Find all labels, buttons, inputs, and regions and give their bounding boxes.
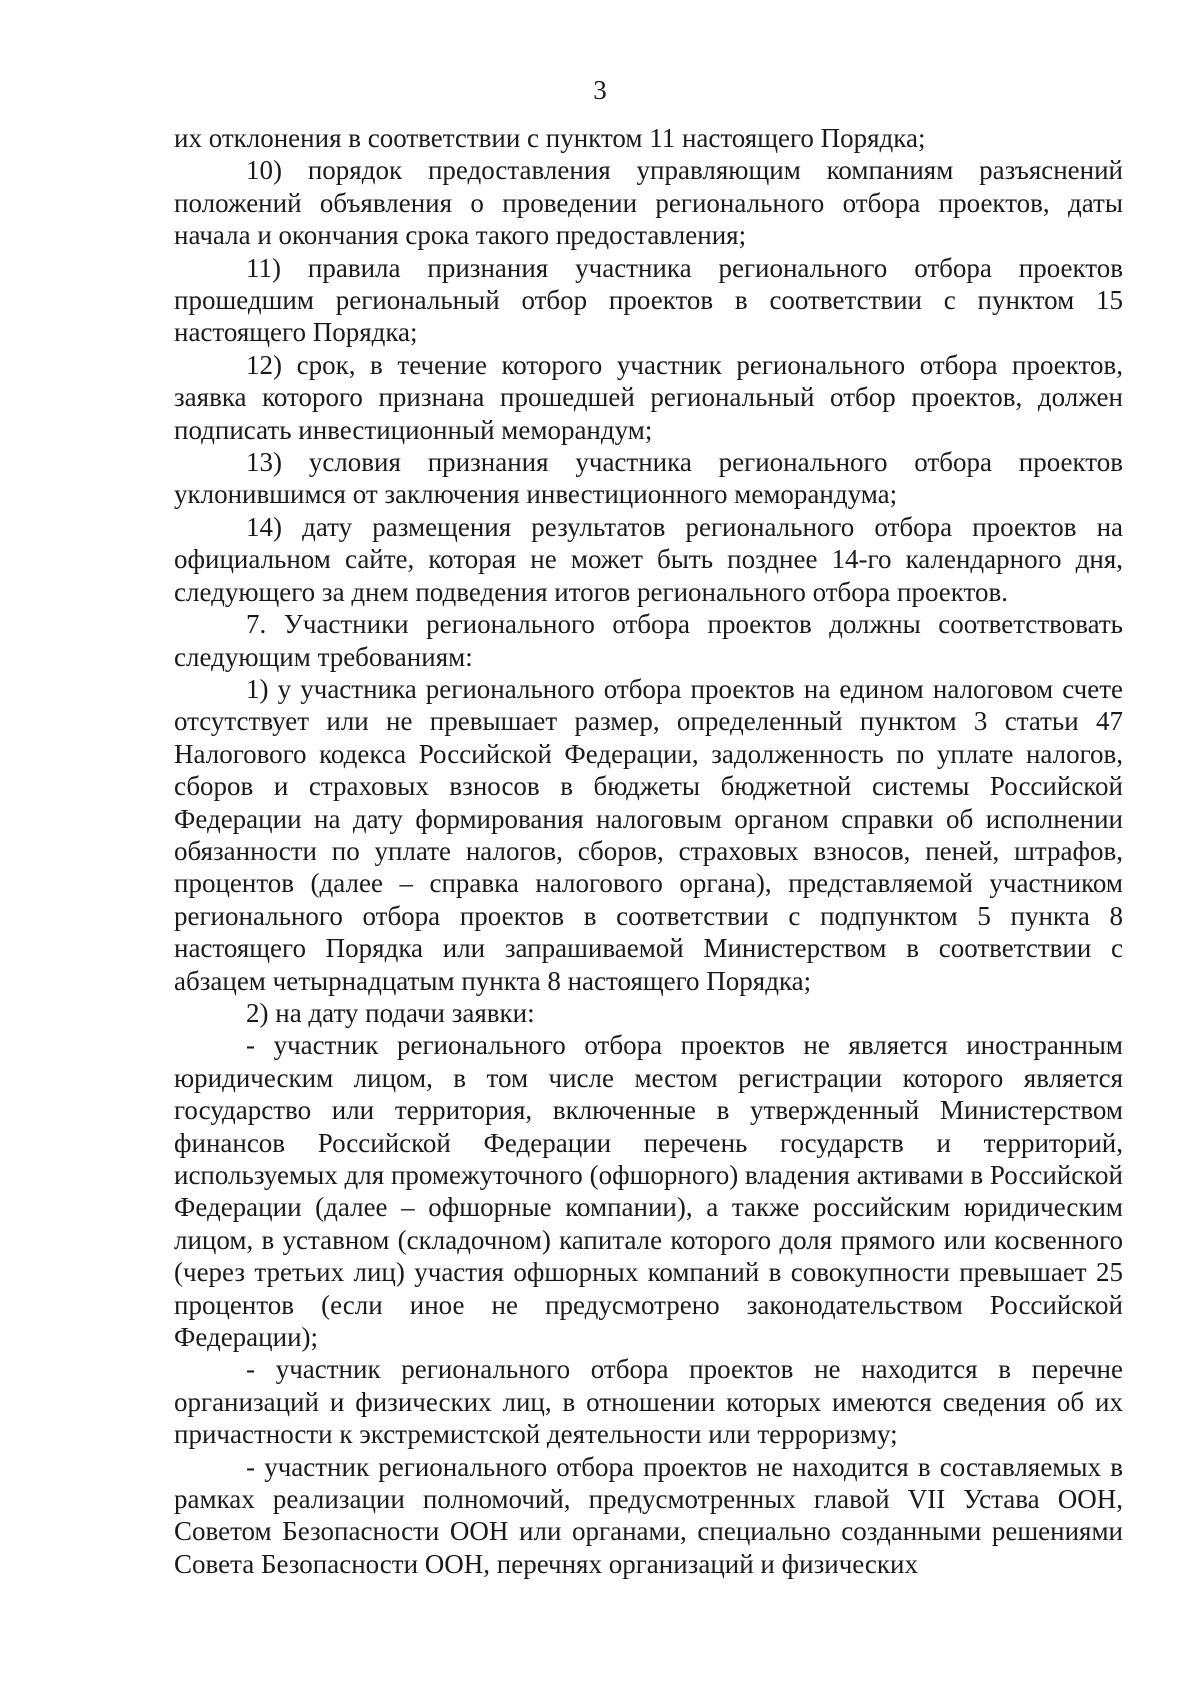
document-body <box>174 122 1123 1580</box>
paragraph-item-12: 12) срок, в течение которого участник регионального отбора проектов, заявка которого признана прошедшей региональный отбор проектов, должен подписать инвестиционный меморандум; <box>174 349 1123 445</box>
paragraph-section-7: 7. Участники регионального отбора проектов должны соответствовать следующим требованиям: <box>174 609 1123 672</box>
paragraph-item-10: 10) порядок предоставления управляющим компаниям разъяснений положений объявления о проведении регионального отбора проектов, даты начала и окончания срока такого предоставления; <box>174 155 1123 251</box>
paragraph-bullet-extremism: - участник регионального отбора проектов не находится в перечне организаций и физических лиц, в отношении которых имеются сведения об их причастности к экстремистской деятельности или терроризму; <box>174 1354 1123 1450</box>
paragraph-item-11: 11) правила признания участника регионального отбора проектов прошедшим региональный отбор проектов в соответствии с пунктом 15 настоящего Порядка; <box>174 252 1123 348</box>
paragraph-item-14: 14) дату размещения результатов регионального отбора проектов на официальном сайте, которая не может быть позднее 14-го календарного дня, следующего за днем подведения итогов регионального отбора проектов. <box>174 511 1123 607</box>
page-number: 3 <box>593 75 607 105</box>
paragraph-requirement-1: 1) у участника регионального отбора проектов на едином налоговом счете отсутствует или не превышает размер, определенный пунктом 3 статьи 47 Налогового кодекса Российской Федерации, задолженность по уплате налогов, сборов и страховых взносов в бюджеты бюджетной системы Российской Федерации на дату формирования налоговым органом справки об исполнении обязанности по уплате налогов, сборов, страховых взносов, пеней, штрафов, процентов (далее – справка налогового органа), представляемой участником регионального отбора проектов в соответствии с подпунктом 5 пункта 8 настоящего Порядка или запрашиваемой Министерством в соответствии с абзацем четырнадцатым пункта 8 настоящего Порядка; <box>174 673 1123 996</box>
paragraph-bullet-offshore: - участник регионального отбора проектов не является иностранным юридическим лицом, в том числе местом регистрации которого является государство или территория, включенные в утвержденный Министерством финансов Российской Федерации перечень государств и территорий, используемых для промежуточного (офшорного) владения активами в Российской Федерации (далее – офшорные компании), а также российским юридическим лицом, в уставном (складочном) капитале которого доля прямого или косвенного (через третьих лиц) участия офшорных компаний в совокупности превышает 25 процентов (если иное не предусмотрено законодательством Российской Федерации); <box>174 1030 1123 1353</box>
paragraph-bullet-un-lists: - участник регионального отбора проектов не находится в составляемых в рамках реализации полномочий, предусмотренных главой VII Устава ООН, Советом Безопасности ООН или органами, специально созданными решениями Совета Безопасности ООН, перечнях организаций и физических <box>174 1451 1123 1579</box>
paragraph-continuation: их отклонения в соответствии с пунктом 11 настоящего Порядка; <box>174 123 926 153</box>
paragraph-requirement-2: 2) на дату подачи заявки: <box>246 997 535 1028</box>
paragraph-item-13: 13) условия признания участника регионального отбора проектов уклонившимся от заключения инвестиционного меморандума; <box>174 447 1123 510</box>
